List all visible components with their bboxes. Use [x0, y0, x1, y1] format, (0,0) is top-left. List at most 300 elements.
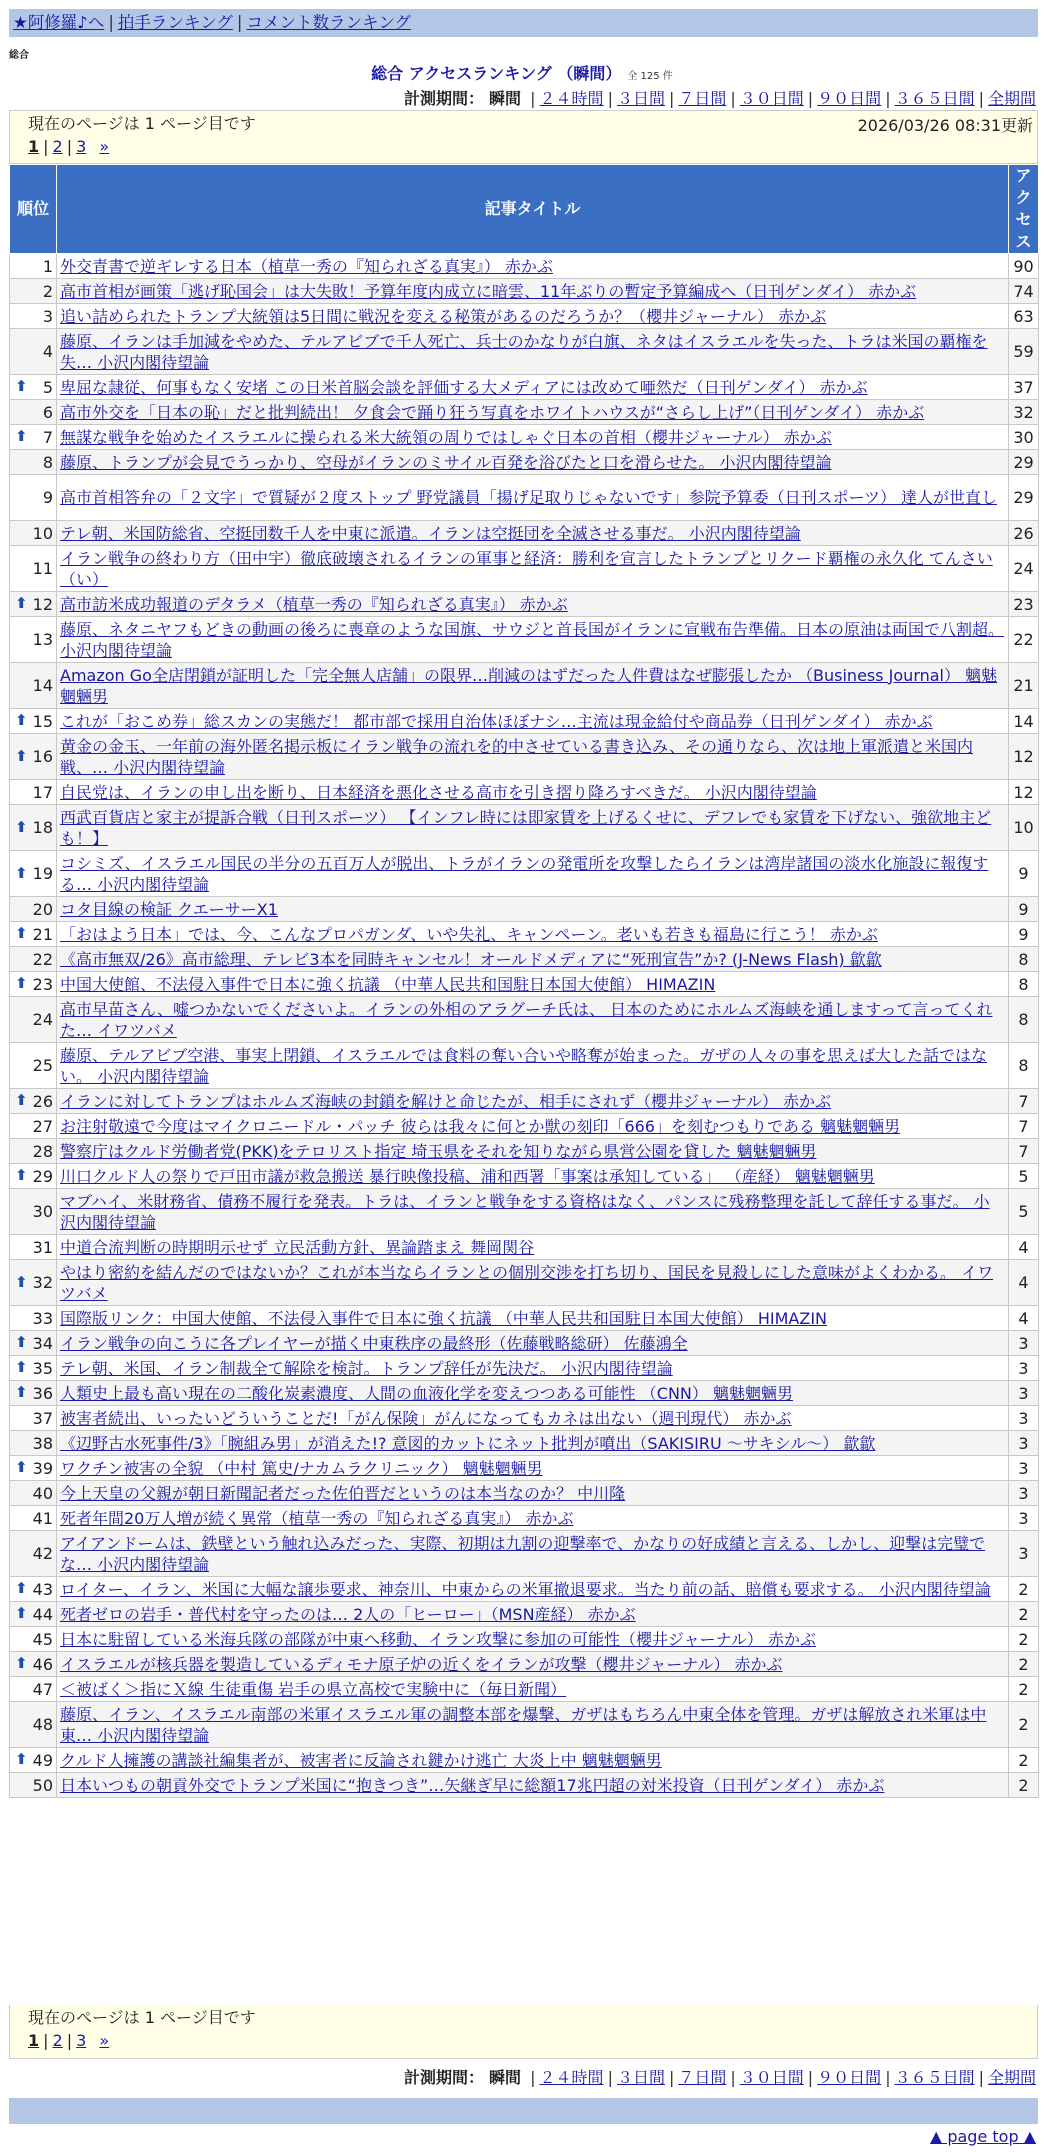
rank-number: 42 — [32, 1544, 53, 1563]
article-link[interactable]: ワクチン被害の全貌 （中村 篤史/ナカムラクリニック） 魑魅魍魎男 — [60, 1458, 543, 1478]
home-link[interactable]: ★阿修羅♪へ — [13, 13, 105, 32]
article-link[interactable]: お注射敬遠で今度はマイクロニードル・パッチ 彼らは我々に何とか獣の刻印「666」を刻むつもりである 魑魅魍魎男 — [60, 1116, 901, 1136]
rank-number: 19 — [32, 864, 53, 883]
period-link[interactable]: 全期間 — [987, 89, 1036, 108]
article-link[interactable]: テレ朝、米国、イラン制裁全て解除を検討。トランプ辞任が先決だ。 小沢内閣待望論 — [60, 1358, 673, 1378]
access-count: 2 — [1009, 1748, 1039, 1773]
article-link[interactable]: ＜被ばく＞指にＸ線 生徒重傷 岩手の県立高校で実験中に（毎日新聞） — [60, 1679, 567, 1699]
rank-cell — [10, 1531, 57, 1577]
title-cell — [57, 1139, 1009, 1164]
access-count: 21 — [1009, 663, 1039, 709]
access-count: 4 — [1009, 1235, 1039, 1260]
rank-number: 29 — [32, 1166, 53, 1186]
access-count: 8 — [1009, 997, 1039, 1043]
rank-up-arrow-icon: ⬆ — [15, 1333, 28, 1351]
table-row — [10, 1356, 1039, 1381]
page-link-2[interactable]: 2 — [52, 137, 63, 156]
rank-cell — [10, 592, 57, 617]
access-count: 3 — [1009, 1531, 1039, 1577]
access-count: 7 — [1009, 1089, 1039, 1114]
title-cell — [57, 425, 1009, 450]
page-links: 1 | 2 | 3 » — [28, 137, 110, 156]
article-link[interactable]: 西武百貨店と家主が提訴合戦（日刊スポーツ） 【インフレ時には即家賃を上げるくせに、デフレでも家賃を下げない、強欲地主ども！】 — [60, 807, 992, 848]
table-row — [10, 780, 1039, 805]
rank-number: 38 — [32, 1433, 53, 1453]
table-row — [10, 1577, 1039, 1602]
rank-cell — [10, 709, 57, 734]
table-row — [10, 1139, 1039, 1164]
article-link[interactable]: 国際版リンク：中国大使館、不法侵入事件で日本に強く抗議 （中華人民共和国駐日本国大使館） HIMAZIN — [60, 1308, 828, 1328]
access-count: 24 — [1009, 546, 1039, 592]
title-cell — [57, 400, 1009, 425]
table-row — [10, 1381, 1039, 1406]
access-count: 3 — [1009, 1431, 1039, 1456]
table-row — [10, 947, 1039, 972]
article-link[interactable]: コシミズ、イスラエル国民の半分の五百万人が脱出、トラがイランの発電所を攻撃したらイランは湾岸諸国の淡水化施設に報復する… 小沢内閣待望論 — [60, 853, 989, 894]
article-link[interactable]: 中道合流判断の時期明示せず 立民活動方針、異論踏まえ 舞岡関谷 — [60, 1237, 535, 1257]
top-navigation-bar — [9, 9, 1038, 37]
rank-cell — [10, 1235, 57, 1260]
total-count: 全 125 件 — [627, 71, 673, 82]
rank-number: 22 — [32, 949, 53, 969]
article-link[interactable]: イランに対してトランプはホルムズ海峡の封鎖を解けと命じたが、相手にされず（櫻井ジャーナル） 赤かぶ — [60, 1091, 832, 1111]
nav-separator: | — [236, 13, 243, 32]
access-count: 9 — [1009, 851, 1039, 897]
period-link[interactable]: ２４時間 — [539, 2068, 604, 2087]
table-row — [10, 475, 1039, 521]
article-link[interactable]: 藤原、イラン、イスラエル南部の米軍イスラエル軍の調整本部を爆撃、ガザはもちろん中東全体を管理。ガザは解放され米軍は中東… 小沢内閣待望論 — [60, 1704, 987, 1745]
access-count: 26 — [1009, 521, 1039, 546]
comment-ranking-link[interactable]: コメント数ランキング — [246, 13, 411, 32]
rank-cell — [10, 780, 57, 805]
rank-cell — [10, 1260, 57, 1306]
access-count: 63 — [1009, 304, 1039, 329]
rank-number: 34 — [32, 1333, 53, 1353]
clap-ranking-link[interactable]: 拍手ランキング — [117, 13, 233, 32]
article-link[interactable]: 自民党は、イランの申し出を断り、日本経済を悪化させる高市を引き摺り降ろすべきだ。 小沢内閣待望論 — [60, 782, 817, 802]
rank-cell — [10, 922, 57, 947]
title-cell — [57, 1531, 1009, 1577]
title-cell — [57, 947, 1009, 972]
period-current: 瞬間 — [489, 89, 522, 108]
access-count: 7 — [1009, 1114, 1039, 1139]
rank-cell — [10, 304, 57, 329]
title-cell — [57, 851, 1009, 897]
access-count: 4 — [1009, 1260, 1039, 1306]
rank-number: 26 — [32, 1091, 53, 1111]
rank-number: 13 — [32, 630, 53, 649]
rank-cell — [10, 1089, 57, 1114]
article-link[interactable]: 藤原、テルアビブ空港、事実上閉鎖、イスラエルでは食料の奪い合いや略奪が始まった。ガザの人々の事を思えば大した話ではない。 小沢内閣待望論 — [60, 1045, 988, 1086]
page-title — [0, 61, 1044, 84]
access-count: 8 — [1009, 972, 1039, 997]
rank-up-arrow-icon: ⬆ — [15, 1458, 28, 1476]
access-count: 2 — [1009, 1577, 1039, 1602]
access-count: 2 — [1009, 1773, 1039, 1798]
article-link[interactable]: マブハイ、米財務省、債務不履行を発表。トラは、イランと戦争をする資格はなく、パンスに残務整理を託して辞任する事だ。 小沢内閣待望論 — [60, 1191, 990, 1232]
article-link[interactable]: 追い詰められたトランプ大統領は5日間に戦況を変える秘策があるのだろうか？（櫻井ジャーナル） 赤かぶ — [60, 306, 827, 326]
rank-cell — [10, 1677, 57, 1702]
rank-cell — [10, 1773, 57, 1798]
bottom-bar — [9, 2098, 1038, 2124]
article-link[interactable]: 高市外交を「日本の恥」だと批判続出！ 夕食会で踊り狂う写真をホワイトハウスが“さらし上げ”（日刊ゲンダイ） 赤かぶ — [60, 402, 925, 422]
rank-cell — [10, 1652, 57, 1677]
article-link[interactable]: 無謀な戦争を始めたイスラエルに操られる米大統領の周りではしゃぐ日本の首相（櫻井ジャーナル） 赤かぶ — [60, 427, 832, 447]
article-link[interactable]: 警察庁はクルド労働者党(PKK)をテロリスト指定 埼玉県をそれを知りながら県営公園を貸した 魑魅魍魎男 — [60, 1141, 817, 1161]
access-count: 2 — [1009, 1652, 1039, 1677]
period-separator: | — [668, 2068, 675, 2087]
rank-number: 9 — [42, 488, 53, 507]
table-row — [10, 1189, 1039, 1235]
title-cell — [57, 546, 1009, 592]
title-cell — [57, 254, 1009, 279]
rank-number: 23 — [32, 974, 53, 994]
rank-cell — [10, 1043, 57, 1089]
period-separator: | — [978, 2068, 984, 2087]
article-link[interactable]: コタ目線の検証 クエーサーX1 — [60, 899, 278, 919]
title-cell — [57, 1114, 1009, 1139]
rank-cell — [10, 1331, 57, 1356]
rank-cell — [10, 997, 57, 1043]
table-row — [10, 1702, 1039, 1748]
ranking-title: 総合 アクセスランキング （瞬間） — [371, 64, 622, 83]
rank-number: 1 — [42, 256, 53, 276]
article-link[interactable]: 日本いつもの朝貢外交でトランプ米国に“抱きつき”…矢継ぎ早に総額17兆円超の対米投資（日刊ゲンダイ） 赤かぶ — [60, 1775, 885, 1795]
article-link[interactable]: ロイター、イラン、米国に大幅な譲歩要求、神奈川、中東からの米軍撤退要求。当たり前の話、賠償も要求する。 小沢内閣待望論 — [60, 1579, 991, 1599]
access-count: 9 — [1009, 922, 1039, 947]
rank-cell — [10, 1189, 57, 1235]
rank-cell — [10, 400, 57, 425]
rank-number: 36 — [32, 1383, 53, 1403]
access-count: 3 — [1009, 1381, 1039, 1406]
article-link[interactable]: 死者ゼロの岩手・普代村を守ったのは… 2人の「ヒーロー」（MSN産経） 赤かぶ — [60, 1604, 636, 1624]
access-column-header: アクセス — [1009, 165, 1039, 254]
access-count: 2 — [1009, 1627, 1039, 1652]
title-cell — [57, 1381, 1009, 1406]
page-link-3[interactable]: 3 — [76, 137, 87, 156]
rank-number: 24 — [32, 1010, 53, 1029]
ranking-table — [9, 164, 1039, 1798]
period-separator: | — [530, 2068, 536, 2087]
rank-up-arrow-icon: ⬆ — [15, 1272, 28, 1291]
article-link[interactable]: 黄金の金玉、一年前の海外匿名掲示板にイラン戦争の流れを的中させている書き込み、その通りなら、次は地上軍派遣と米国内戦、… 小沢内閣待望論 — [60, 736, 973, 777]
rank-number: 45 — [32, 1629, 53, 1649]
article-link[interactable]: 被害者続出、いったいどういうことだ!「がん保険」がんになってもカネは出ない（週刊現代） 赤かぶ — [60, 1408, 792, 1428]
rank-cell — [10, 1381, 57, 1406]
rank-cell — [10, 1702, 57, 1748]
title-cell — [57, 997, 1009, 1043]
title-cell — [57, 329, 1009, 375]
table-row — [10, 1677, 1039, 1702]
access-count: 3 — [1009, 1506, 1039, 1531]
rank-number: 11 — [32, 559, 53, 578]
rank-cell — [10, 1602, 57, 1627]
table-row — [10, 1481, 1039, 1506]
rank-number: 30 — [32, 1202, 53, 1221]
ranking-rows — [10, 254, 1039, 1798]
period-link[interactable]: ３０日間 — [739, 89, 804, 108]
page-link-2[interactable]: 2 — [52, 2031, 63, 2050]
table-row — [10, 254, 1039, 279]
access-count: 10 — [1009, 805, 1039, 851]
rank-column-header: 順位 — [10, 165, 57, 254]
rank-number: 3 — [42, 306, 53, 326]
article-link[interactable]: クルド人擁護の講談社編集者が、被害者に反論され鍵かけ逃亡 大炎上中 魑魅魍魎男 — [60, 1750, 662, 1770]
rank-number: 7 — [42, 427, 53, 447]
article-link[interactable]: 人類史上最も高い現在の二酸化炭素濃度、人間の血液化学を変えつつある可能性 （CNN） 魑魅魍魎男 — [60, 1383, 793, 1403]
article-link[interactable]: 高市訪米成功報道のデタラメ（植草一秀の『知られざる真実』） 赤かぶ — [60, 594, 568, 614]
table-row — [10, 1235, 1039, 1260]
title-cell — [57, 897, 1009, 922]
title-cell — [57, 1702, 1009, 1748]
title-cell — [57, 1164, 1009, 1189]
table-row — [10, 1531, 1039, 1577]
table-row — [10, 897, 1039, 922]
page-top-link[interactable]: ▲ page top ▲ — [929, 2127, 1036, 2146]
article-link[interactable]: 高市首相が画策「逃げ恥国会」は大失敗！予算年度内成立に暗雲、11年ぶりの暫定予算編成へ（日刊ゲンダイ） 赤かぶ — [60, 281, 917, 301]
access-count: 8 — [1009, 947, 1039, 972]
page-links: 1 | 2 | 3 » — [28, 2031, 110, 2050]
article-link[interactable]: 中国大使館、不法侵入事件で日本に強く抗議 （中華人民共和国駐日本国大使館） HIMAZIN — [60, 974, 716, 994]
rank-number: 37 — [32, 1408, 53, 1428]
title-cell — [57, 450, 1009, 475]
title-cell — [57, 1356, 1009, 1381]
next-page-link[interactable]: » — [99, 137, 110, 156]
rank-cell — [10, 805, 57, 851]
rank-up-arrow-icon: ⬆ — [15, 746, 28, 765]
title-cell — [57, 592, 1009, 617]
title-cell — [57, 972, 1009, 997]
pager-bottom — [9, 2005, 1038, 2059]
rank-number: 33 — [32, 1308, 53, 1328]
access-count: 5 — [1009, 1164, 1039, 1189]
rank-cell — [10, 663, 57, 709]
period-link[interactable]: ２４時間 — [539, 89, 604, 108]
title-cell — [57, 709, 1009, 734]
rank-cell — [10, 1431, 57, 1456]
article-link[interactable]: これが「おこめ券」総スカンの実態だ！ 都市部で採用自治体ほぼナシ…主流は現金給付や商品券（日刊ゲンダイ） 赤かぶ — [60, 711, 933, 731]
rank-up-arrow-icon: ⬆ — [15, 427, 28, 445]
rank-cell — [10, 1627, 57, 1652]
rank-number: 44 — [32, 1604, 53, 1624]
period-link[interactable]: ３６５日間 — [894, 2068, 975, 2087]
period-selector-bottom — [404, 2065, 1036, 2088]
rank-cell — [10, 734, 57, 780]
access-count: 74 — [1009, 279, 1039, 304]
period-label: 計測期間： — [403, 2068, 484, 2087]
access-count: 2 — [1009, 1702, 1039, 1748]
article-link[interactable]: アイアンドームは、鉄壁という触れ込みだった、実際、初期は九割の迎撃率で、かなりの好成績と言える、しかし、迎撃は完璧でな… 小沢内閣待望論 — [60, 1533, 986, 1574]
period-link[interactable]: ７日間 — [678, 2068, 727, 2087]
period-separator: | — [730, 89, 736, 108]
rank-cell — [10, 947, 57, 972]
access-count: 8 — [1009, 1043, 1039, 1089]
access-count: 3 — [1009, 1481, 1039, 1506]
table-row — [10, 663, 1039, 709]
table-row — [10, 400, 1039, 425]
article-link[interactable]: やはり密約を結んだのではないか？これが本当ならイランとの個別交渉を打ち切り、国民を見殺しにした意味がよくわかる。 イワツバメ — [60, 1262, 994, 1303]
rank-up-arrow-icon: ⬆ — [15, 1750, 28, 1768]
rank-cell — [10, 1506, 57, 1531]
next-page-link[interactable]: » — [99, 2031, 110, 2050]
rank-number: 2 — [42, 281, 53, 301]
rank-cell — [10, 1139, 57, 1164]
period-link[interactable]: 全期間 — [987, 2068, 1036, 2087]
article-link[interactable]: 藤原、イランは手加減をやめた、テルアビブで千人死亡、兵士のかなりが白旗、ネタはイスラエルを失った、トラは米国の覇権を失… 小沢内閣待望論 — [60, 331, 988, 372]
rank-cell — [10, 450, 57, 475]
access-count: 90 — [1009, 254, 1039, 279]
rank-number: 17 — [32, 782, 53, 802]
access-count: 3 — [1009, 1456, 1039, 1481]
access-count: 12 — [1009, 780, 1039, 805]
rank-up-arrow-icon: ⬆ — [15, 817, 28, 836]
table-row — [10, 851, 1039, 897]
table-row — [10, 734, 1039, 780]
table-row — [10, 1306, 1039, 1331]
period-separator: | — [885, 89, 891, 108]
article-link[interactable]: 《高市無双/26》高市総理、テレビ3本を同時キャンセル！オールドメディアに“死刑宣告”か? (J-News Flash) 歙歙 — [60, 949, 882, 969]
access-count: 9 — [1009, 897, 1039, 922]
table-row — [10, 1602, 1039, 1627]
period-link[interactable]: ９０日間 — [817, 89, 882, 108]
table-row — [10, 1773, 1039, 1798]
rank-number: 41 — [32, 1508, 53, 1528]
title-cell — [57, 1652, 1009, 1677]
rank-cell — [10, 1456, 57, 1481]
rank-cell — [10, 1164, 57, 1189]
article-link[interactable]: イラン戦争の向こうに各プレイヤーが描く中東秩序の最終形（佐藤戦略総研） 佐藤鴻全 — [60, 1333, 688, 1353]
period-label: 計測期間： — [403, 89, 484, 108]
rank-cell — [10, 375, 57, 400]
title-cell — [57, 1481, 1009, 1506]
rank-number: 35 — [32, 1358, 53, 1378]
article-link[interactable]: 「おはよう日本」では、今、こんなプロパガンダ、いや失礼、キャンペーン。老いも若きも福島に行こう！ 赤かぶ — [60, 924, 878, 944]
access-count: 23 — [1009, 592, 1039, 617]
current-page: 1 — [28, 137, 40, 156]
access-count: 30 — [1009, 425, 1039, 450]
rank-up-arrow-icon: ⬆ — [15, 1654, 28, 1672]
article-link[interactable]: 川口クルド人の祭りで戸田市議が救急搬送 暴行映像投稿、浦和西署「事案は承知している」 （産経） 魑魅魍魎男 — [60, 1166, 875, 1186]
period-link[interactable]: ３日間 — [616, 89, 665, 108]
title-cell — [57, 1506, 1009, 1531]
access-count: 2 — [1009, 1602, 1039, 1627]
rank-number: 46 — [32, 1654, 53, 1674]
period-link[interactable]: ３０日間 — [739, 2068, 804, 2087]
article-link[interactable]: 高市首相答弁の「２文字」で質疑が２度ストップ 野党議員「揚げ足取りじゃないです」参院予算委（日刊スポーツ） 達人が世直し — [60, 488, 998, 507]
title-cell — [57, 375, 1009, 400]
rank-number: 50 — [32, 1775, 53, 1795]
title-cell — [57, 475, 1009, 521]
rank-cell — [10, 972, 57, 997]
article-link[interactable]: 高市早苗さん、嘘つかないでくださいよ。イランの外相のアラグーチ氏は、 日本のためにホルムズ海峡を通しますって言ってくれた… イワツバメ — [60, 999, 993, 1040]
access-count: 37 — [1009, 375, 1039, 400]
access-count: 29 — [1009, 475, 1039, 521]
title-cell — [57, 780, 1009, 805]
title-cell — [57, 922, 1009, 947]
table-row — [10, 592, 1039, 617]
pager-top — [9, 110, 1038, 164]
table-row — [10, 450, 1039, 475]
rank-number: 43 — [32, 1579, 53, 1599]
article-link[interactable]: 外交青書で逆ギレする日本（植草一秀の『知られざる真実』） 赤かぶ — [60, 256, 553, 276]
access-count: 2 — [1009, 1677, 1039, 1702]
article-link[interactable]: 今上天皇の父親が朝日新聞記者だった佐伯晋だというのは本当なのか？ 中川隆 — [60, 1483, 626, 1503]
article-link[interactable]: テレ朝、米国防総省、空挺団数千人を中東に派遣。イランは空挺団を全滅させる事だ。 小沢内閣待望論 — [60, 523, 801, 543]
rank-number: 18 — [32, 818, 53, 837]
page-status: 現在のページは 1 ページ目です — [28, 114, 256, 133]
table-row — [10, 1506, 1039, 1531]
article-link[interactable]: 藤原、トランプが会見でうっかり、空母がイランのミサイル百発を浴びたと口を滑らせた。 小沢内閣待望論 — [60, 452, 832, 472]
period-link[interactable]: ３６５日間 — [894, 89, 975, 108]
rank-number: 16 — [32, 747, 53, 766]
access-count: 4 — [1009, 1306, 1039, 1331]
period-link[interactable]: ９０日間 — [817, 2068, 882, 2087]
title-cell — [57, 1260, 1009, 1306]
access-count: 14 — [1009, 709, 1039, 734]
article-link[interactable]: 《辺野古水死事件/3》「腕組み男」が消えた!? 意図的カットにネット批判が噴出（SAKISIRU ～サキシル～） 歙歙 — [60, 1433, 876, 1453]
title-cell — [57, 521, 1009, 546]
article-link[interactable]: イスラエルが核兵器を製造しているディモナ原子炉の近くをイランが攻撃（櫻井ジャーナル） 赤かぶ — [60, 1654, 783, 1674]
article-link[interactable]: 死者年間20万人増が続く異常（植草一秀の『知られざる真実』） 赤かぶ — [60, 1508, 574, 1528]
access-count: 5 — [1009, 1189, 1039, 1235]
rank-number: 40 — [32, 1483, 53, 1503]
title-cell — [57, 617, 1009, 663]
article-link[interactable]: イラン戦争の終わり方（田中宇）徹底破壊されるイランの軍事と経済：勝利を宣言したトランプとリクード覇権の永久化 てんさい（い） — [60, 548, 993, 589]
period-separator: | — [730, 2068, 736, 2087]
period-selector-top — [404, 86, 1036, 109]
title-cell — [57, 1773, 1009, 1798]
article-link[interactable]: 日本に駐留している米海兵隊の部隊が中東へ移動、イラン攻撃に参加の可能性（櫻井ジャーナル） 赤かぶ — [60, 1629, 816, 1649]
access-count: 22 — [1009, 617, 1039, 663]
table-row — [10, 304, 1039, 329]
rank-number: 5 — [42, 377, 53, 397]
rank-cell — [10, 851, 57, 897]
table-row — [10, 329, 1039, 375]
period-separator: | — [807, 89, 814, 108]
rank-number: 6 — [42, 402, 53, 422]
table-row — [10, 1627, 1039, 1652]
table-row — [10, 1089, 1039, 1114]
rank-number: 10 — [32, 523, 53, 543]
rank-cell — [10, 1577, 57, 1602]
rank-number: 27 — [32, 1116, 53, 1136]
rank-number: 21 — [32, 924, 53, 944]
rank-number: 14 — [32, 676, 53, 695]
article-link[interactable]: Amazon Go全店閉鎖が証明した「完全無人店舗」の限界…削減のはずだった人件費はなぜ膨張したか （Business Journal） 魑魅魍魎男 — [60, 665, 998, 706]
period-separator: | — [885, 2068, 891, 2087]
table-row — [10, 922, 1039, 947]
rank-cell — [10, 1748, 57, 1773]
article-link[interactable]: 藤原、ネタニヤフもどきの動画の後ろに喪章のような国旗、サウジと首長国がイランに宣戦布告準備。日本の原油は両国で八割超。 小沢内閣待望論 — [60, 619, 1005, 660]
table-row — [10, 1652, 1039, 1677]
table-row — [10, 709, 1039, 734]
page-link-3[interactable]: 3 — [76, 2031, 87, 2050]
rank-cell — [10, 1356, 57, 1381]
title-cell — [57, 1431, 1009, 1456]
nav-separator: | — [108, 13, 114, 32]
period-separator: | — [978, 89, 984, 108]
rank-up-arrow-icon: ⬆ — [15, 863, 28, 882]
article-link[interactable]: 卑屈な隷従、何事もなく安堵 この日米首脳会談を評価する大メディアには改めて唖然だ（日刊ゲンダイ） 赤かぶ — [60, 377, 868, 397]
period-separator: | — [607, 2068, 613, 2087]
rank-cell — [10, 1306, 57, 1331]
period-link[interactable]: ３日間 — [616, 2068, 665, 2087]
title-cell — [57, 1627, 1009, 1652]
period-link[interactable]: ７日間 — [678, 89, 727, 108]
title-cell — [57, 279, 1009, 304]
rank-number: 39 — [32, 1458, 53, 1478]
rank-up-arrow-icon: ⬆ — [15, 1604, 28, 1622]
